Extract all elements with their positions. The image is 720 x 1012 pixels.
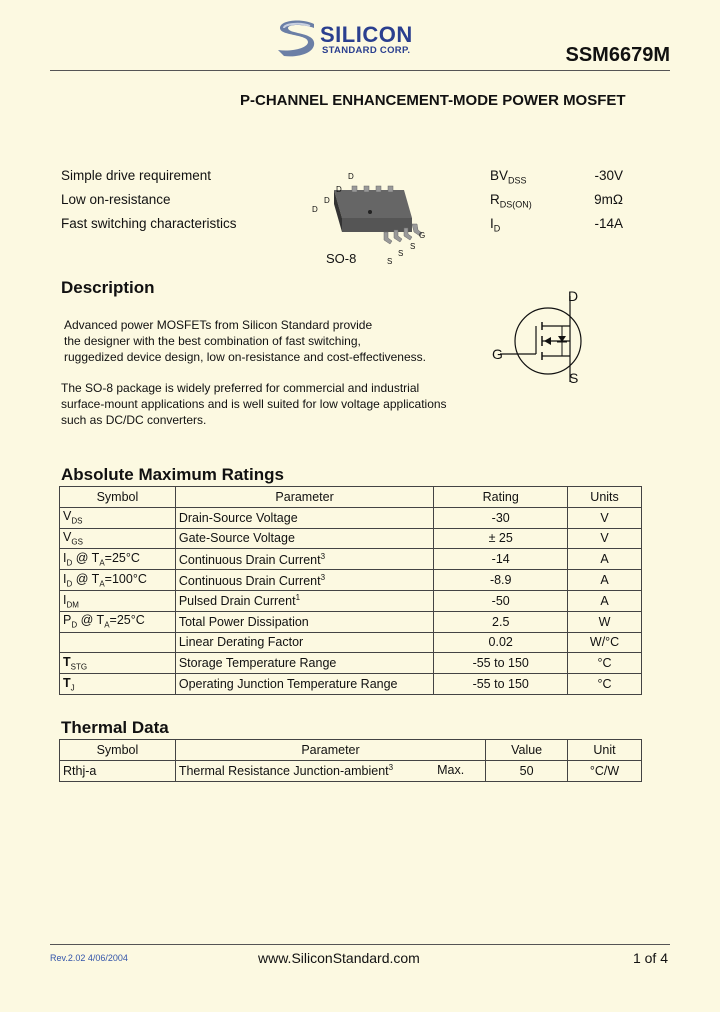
company-logo-icon bbox=[274, 18, 318, 58]
source-label: S bbox=[569, 370, 579, 386]
spec-value: 9mΩ bbox=[594, 192, 623, 207]
pin-label: D bbox=[336, 185, 342, 194]
gate-label: G bbox=[492, 346, 503, 362]
thermal-table bbox=[59, 739, 642, 782]
table-row: $V_{DS}$ Drain-Source Voltage -30 V bbox=[60, 507, 642, 528]
footer-divider bbox=[50, 944, 670, 945]
table-row: $P_D$ @ $T_A=25^\circ C$ Total Power Dissipation 2.5 W bbox=[60, 611, 642, 632]
feature-item: Fast switching characteristics bbox=[61, 216, 237, 231]
thermal-heading: Thermal Data bbox=[61, 718, 169, 737]
table-row: Rthj-a Thermal Resistance Junction-ambient$^3$ Max. 50 °C/W bbox=[60, 760, 642, 781]
table-header-row: Symbol Parameter Value Unit bbox=[60, 740, 642, 761]
spec-symbol: $I_D$ bbox=[490, 216, 501, 234]
website-link[interactable]: www.SiliconStandard.com bbox=[258, 950, 420, 966]
spec-symbol: $R_{DS(ON)}$ bbox=[490, 192, 532, 210]
abs-max-table bbox=[59, 486, 642, 695]
package-label: SO-8 bbox=[326, 251, 357, 266]
pin-label: S bbox=[398, 249, 404, 258]
table-row: $I_D$ @ $T_A=100^\circ C$ Continuous Drain Current$^3$ -8.9 A bbox=[60, 570, 642, 591]
header-divider bbox=[50, 70, 670, 71]
table-row: $I_D$ @ $T_A=25^\circ C$ Continuous Drain Current$^3$ -14 A bbox=[60, 549, 642, 570]
part-number: SSM6679M bbox=[565, 44, 670, 66]
pin-label: D bbox=[348, 172, 354, 181]
drain-label: D bbox=[568, 288, 579, 304]
description-paragraph: The SO-8 package is widely preferred for commercial and industrial surface-mount applications and is well suited for low voltage applications such as DC/DC converters. bbox=[61, 381, 447, 427]
revision-text: Rev.2.02 4/06/2004 bbox=[50, 953, 128, 963]
description-paragraph: Advanced power MOSFETs from Silicon Standard provide the designer with the best combination of fast switching, ruggedized device design, low on-resistance and cost-effectiveness. bbox=[64, 318, 426, 364]
abs-max-heading: Absolute Maximum Ratings bbox=[61, 465, 284, 484]
page-number: 1 of 4 bbox=[632, 950, 668, 966]
spec-value: -30V bbox=[594, 168, 623, 183]
spec-symbol: $BV_{DSS}$ bbox=[490, 168, 527, 186]
table-row: $V_{GS}$ Gate-Source Voltage ± 25 V bbox=[60, 528, 642, 549]
mosfet-symbol-icon bbox=[500, 296, 600, 382]
logo-subname: STANDARD CORP. bbox=[322, 45, 411, 56]
page-title: P-CHANNEL ENHANCEMENT-MODE POWER MOSFET bbox=[240, 92, 626, 109]
table-row: Linear Derating Factor 0.02 W/°C bbox=[60, 632, 642, 653]
pin-label: S bbox=[387, 257, 393, 266]
logo-name: SILICON bbox=[320, 22, 413, 47]
feature-item: Low on-resistance bbox=[61, 192, 171, 207]
pin-label: G bbox=[419, 231, 426, 240]
pin-label: D bbox=[312, 205, 318, 214]
table-row: $I_{DM}$ Pulsed Drain Current$^1$ -50 A bbox=[60, 590, 642, 611]
table-row: $T_J$ Operating Junction Temperature Range -55 to 150 °C bbox=[60, 674, 642, 695]
pin-label: D bbox=[324, 196, 330, 205]
pin-label: S bbox=[410, 242, 416, 251]
feature-item: Simple drive requirement bbox=[61, 168, 212, 183]
spec-value: -14A bbox=[594, 216, 623, 231]
table-row: $T_{STG}$ Storage Temperature Range -55 to 150 °C bbox=[60, 653, 642, 674]
table-header-row: Symbol Parameter Rating Units bbox=[60, 487, 642, 508]
description-heading: Description bbox=[61, 278, 155, 297]
